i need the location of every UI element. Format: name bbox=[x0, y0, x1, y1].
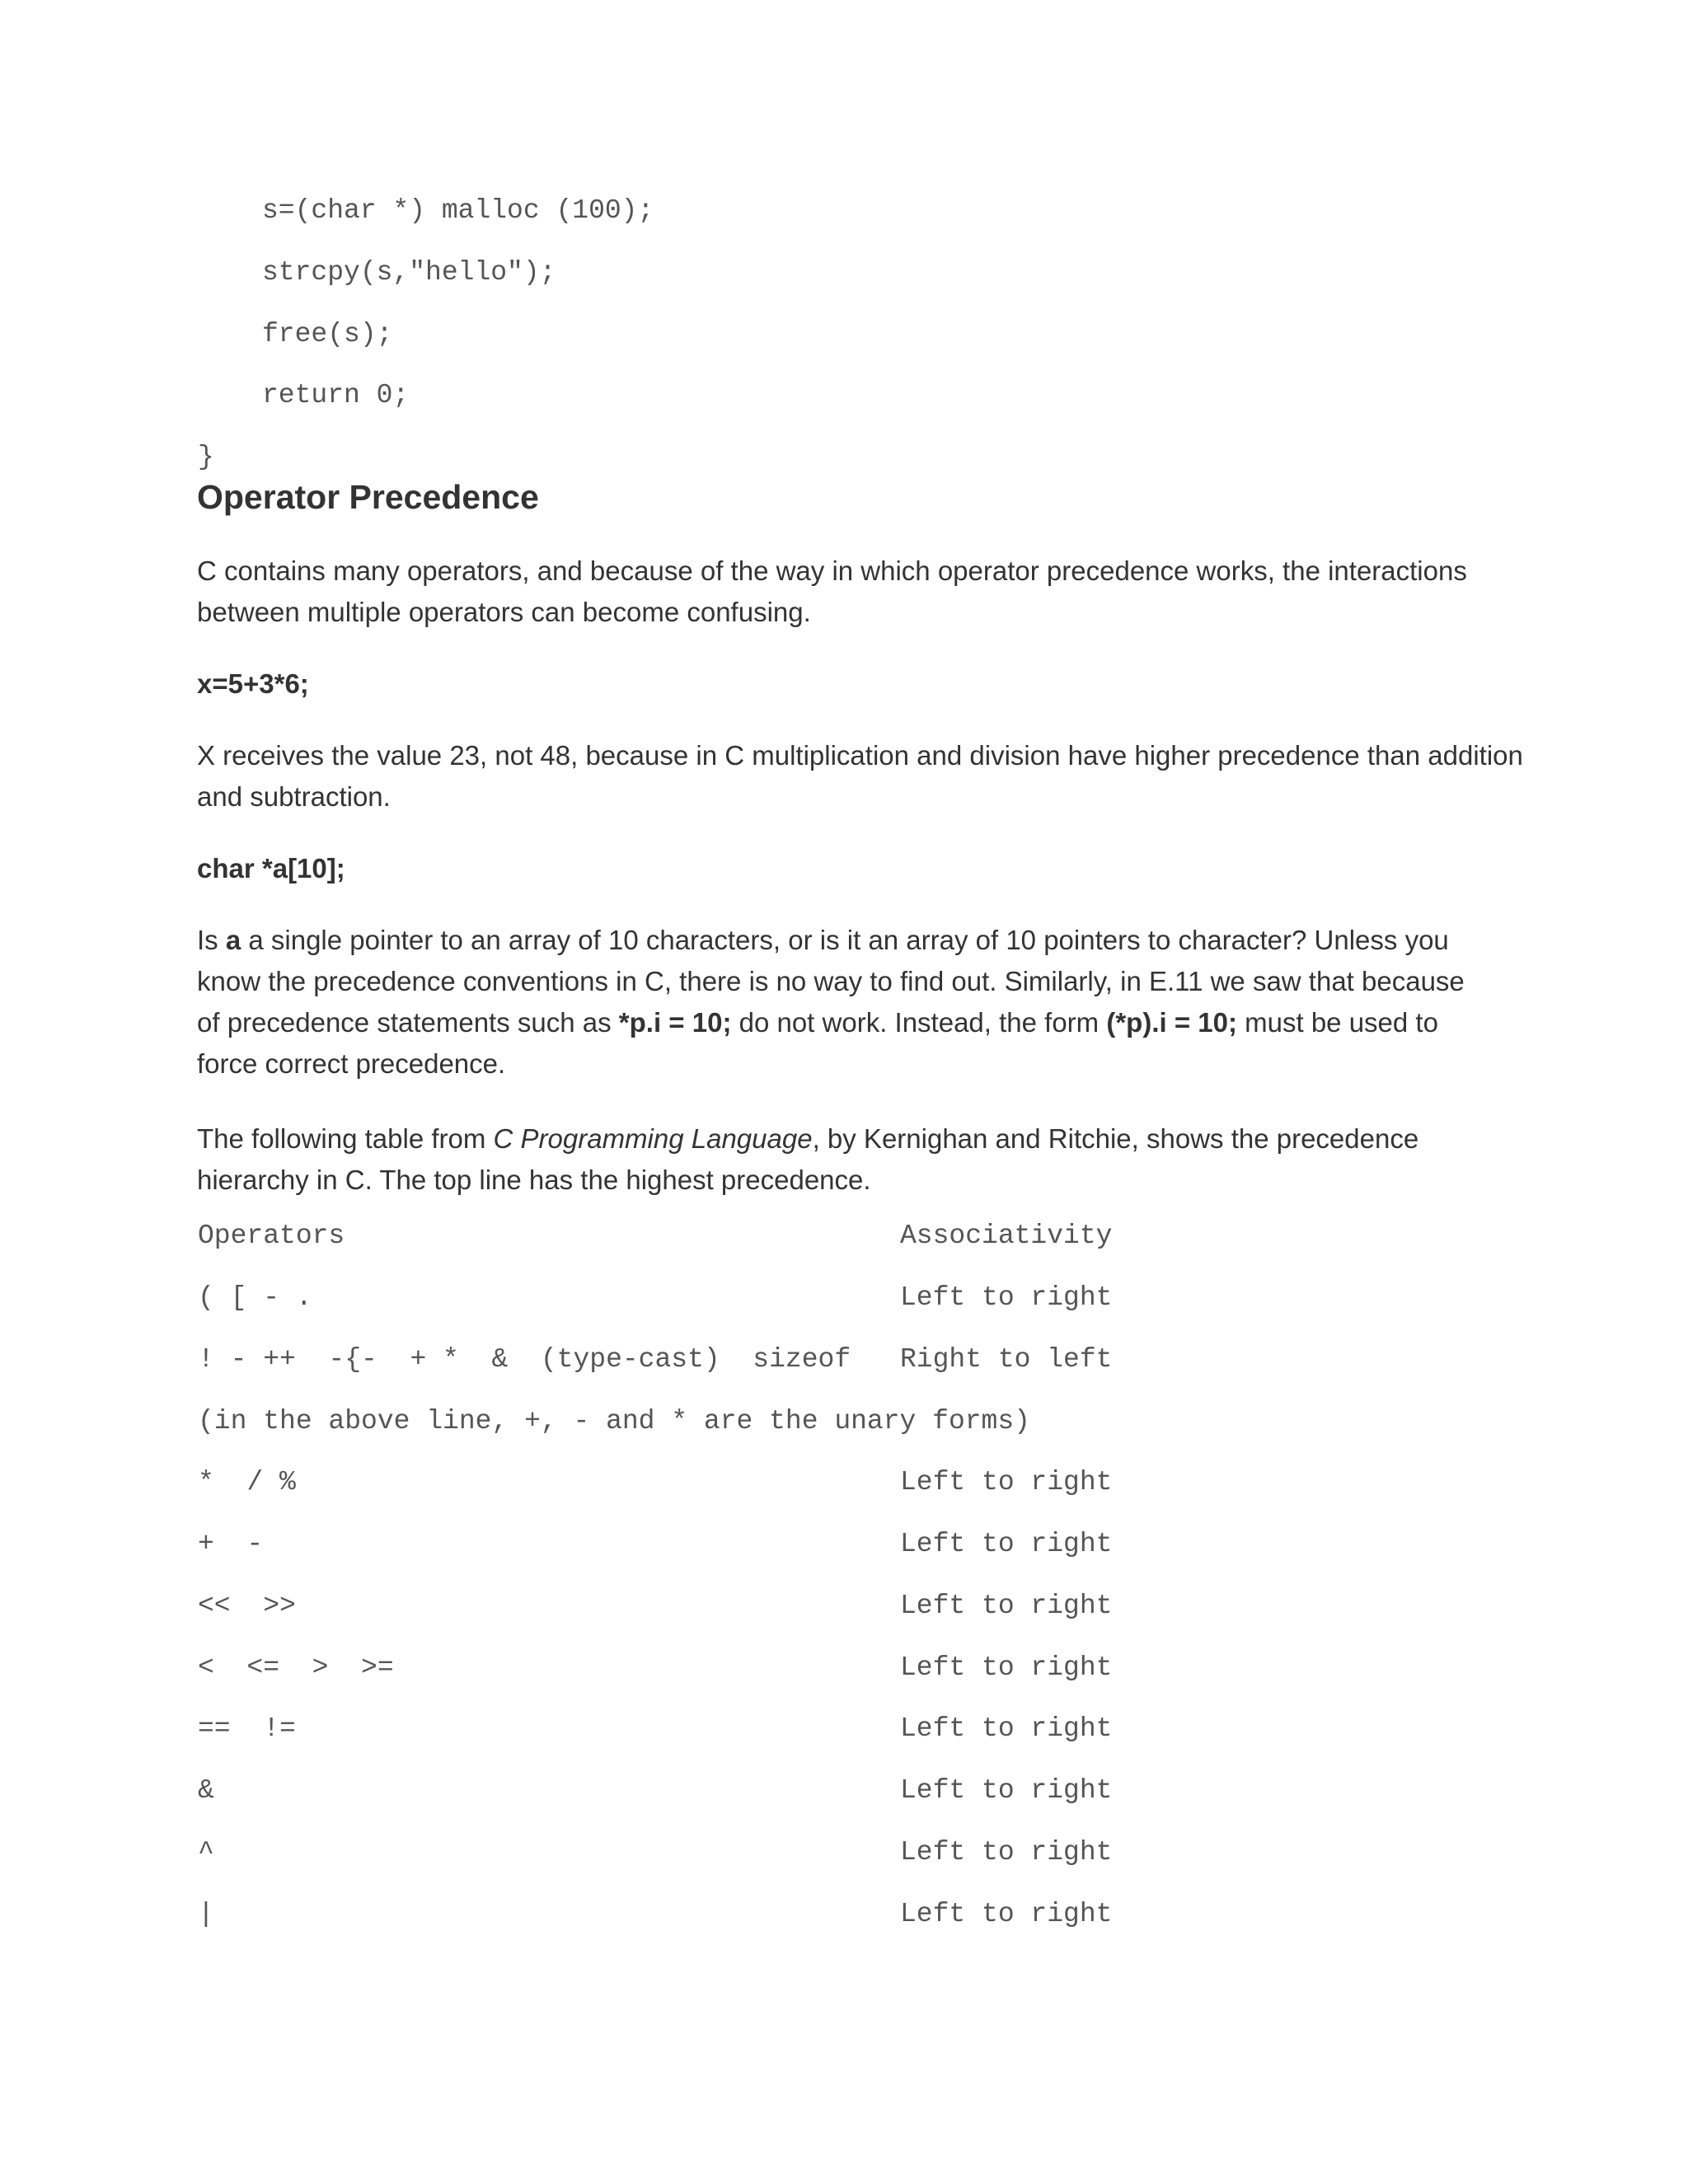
table-row-operators: ( [ - . bbox=[198, 1282, 312, 1313]
table-row-operators: < <= > >= bbox=[198, 1652, 394, 1683]
table-row-associativity: Left to right bbox=[900, 1652, 1113, 1683]
table-row-associativity: Left to right bbox=[900, 1529, 1113, 1559]
table-row-operators: * / % bbox=[198, 1467, 296, 1497]
table-row-associativity: Left to right bbox=[900, 1713, 1113, 1744]
table-row-operators: ! - ++ -{- + * & (type-cast) sizeof bbox=[198, 1344, 851, 1375]
code-line: return 0; bbox=[262, 380, 410, 410]
table-row-associativity: Left to right bbox=[900, 1467, 1113, 1497]
table-row-operators: + - bbox=[198, 1529, 264, 1559]
table-row-associativity: Left to right bbox=[900, 1837, 1113, 1868]
table-row-associativity: Left to right bbox=[900, 1775, 1113, 1806]
table-row-operators: == != bbox=[198, 1713, 296, 1744]
table-header-operators: Operators bbox=[198, 1221, 345, 1251]
table-row-associativity: Left to right bbox=[900, 1899, 1113, 1929]
example-code-expression: x=5+3*6; bbox=[197, 668, 309, 699]
code-closing-brace: } bbox=[198, 442, 214, 472]
bold-identifier: a bbox=[225, 925, 241, 955]
example-explanation: X receives the value 23, not 48, because in C multiplication and division have higher precedence than addition and subtraction. bbox=[197, 740, 1523, 812]
table-row-associativity: Left to right bbox=[900, 1591, 1113, 1621]
code-line: s=(char *) malloc (100); bbox=[262, 195, 654, 226]
code-line: free(s); bbox=[262, 319, 393, 349]
table-row-operators: ^ bbox=[198, 1837, 214, 1868]
book-title: C Programming Language bbox=[493, 1123, 813, 1154]
section-heading: Operator Precedence bbox=[197, 478, 539, 516]
table-row-operators: | bbox=[198, 1899, 214, 1929]
table-header-associativity: Associativity bbox=[900, 1221, 1113, 1251]
table-note: (in the above line, +, - and * are the unary forms) bbox=[198, 1406, 1030, 1436]
table-row-associativity: Right to left bbox=[900, 1344, 1113, 1375]
table-row-associativity: Left to right bbox=[900, 1282, 1113, 1313]
table-row-operators: & bbox=[198, 1775, 214, 1806]
bold-code-snippet: *p.i = 10; bbox=[618, 1007, 732, 1038]
example-code-declaration: char *a[10]; bbox=[197, 853, 345, 883]
bold-code-snippet: (*p).i = 10; bbox=[1106, 1007, 1237, 1038]
code-line: strcpy(s,"hello"); bbox=[262, 257, 556, 288]
intro-paragraph: C contains many operators, and because of the way in which operator precedence works, the interactions between multiple operators can become confusing. bbox=[197, 555, 1467, 627]
declaration-explanation: Is a a single pointer to an array of 10 characters, or is it an array of 10 pointers to character? Unless you know the precedence conventions in C, there is no way to find out. Similarly, in E.11 we saw that because of precedence statements such as *p.i = 10; do not work. Instead, the form (*p).i = 10; must be used to force correct precedence. bbox=[197, 925, 1465, 1079]
table-row-operators: << >> bbox=[198, 1591, 296, 1621]
table-intro-paragraph: The following table from C Programming Language, by Kernighan and Ritchie, shows the precedence hierarchy in C. The top line has the highest precedence. bbox=[197, 1123, 1419, 1195]
